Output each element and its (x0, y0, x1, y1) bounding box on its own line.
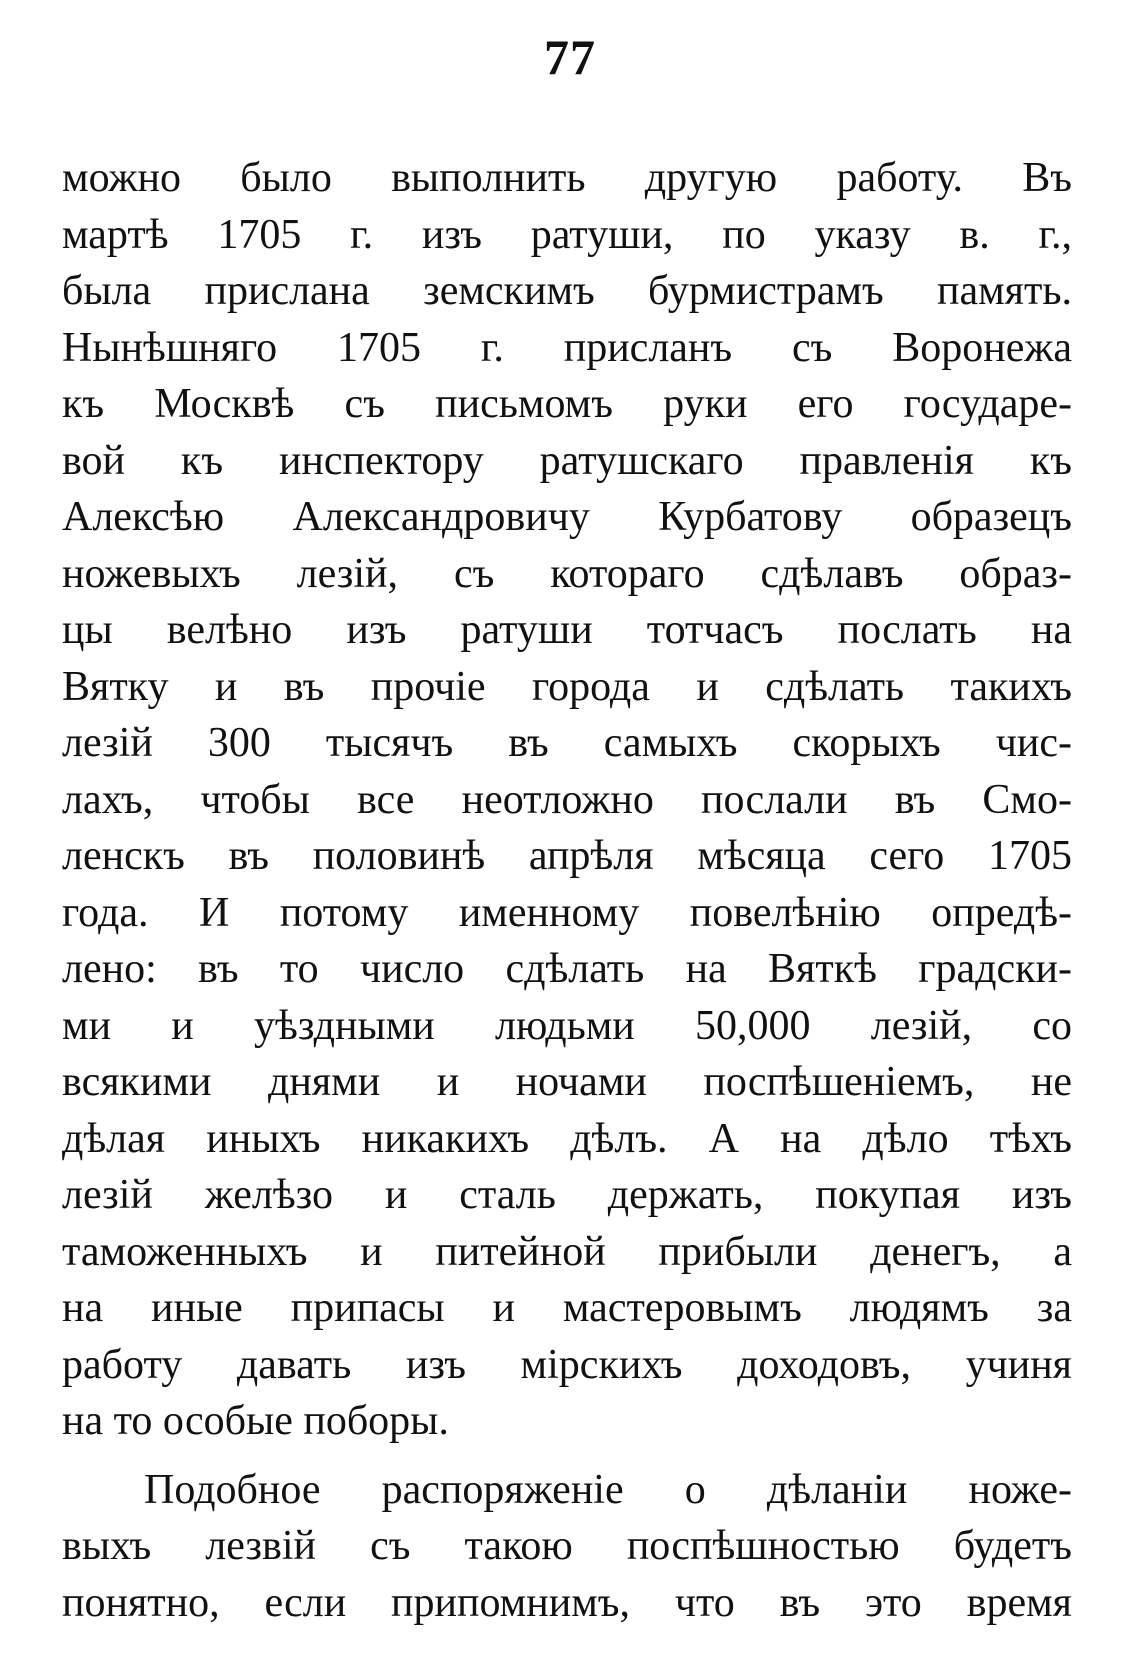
body-text (62, 150, 1072, 1631)
text-line: лезій 300 тысячъ въ самыхъ скорыхъ чис- (62, 720, 1072, 766)
text-line: лено: въ то число сдѣлать на Вяткѣ градски- (62, 946, 1072, 992)
text-line: ножевыхъ лезій, съ котораго сдѣлавъ образ- (62, 550, 1072, 597)
text-line: цы велѣно изъ ратуши тотчасъ послать на (62, 607, 1072, 653)
text-line: можно было выполнить другую работу. Въ (62, 155, 1072, 201)
text-line: Алексѣю Александровичу Курбатову образецъ (62, 494, 1072, 540)
text-line: дѣлая иныхъ никакихъ дѣлъ. А на дѣло тѣхъ (62, 1115, 1072, 1162)
text-line: года. И потому именному повелѣнію опредѣ- (62, 889, 1072, 936)
text-line: понятно, если припомнимъ, что въ это время (62, 1579, 1072, 1626)
text-line: ленскъ въ половинѣ апрѣля мѣсяца сего 1705 (62, 833, 1072, 879)
text-line: вой къ инспектору ратушскаго правленія къ (62, 437, 1072, 484)
text-line: лезій желѣзо и сталь держать, покупая изъ (62, 1172, 1072, 1218)
text-line: Подобное распоряженіе о дѣланіи ноже- (144, 1466, 1072, 1513)
paragraph-gap (62, 1450, 1072, 1462)
page-number: 77 (544, 29, 596, 85)
text-line: всякими днями и ночами поспѣшеніемъ, не (62, 1059, 1072, 1105)
text-line: ми и уѣздными людьми 50,000 лезій, со (62, 1002, 1072, 1049)
text-line: Нынѣшняго 1705 г. присланъ съ Воронежа (62, 324, 1072, 371)
text-line: Вятку и въ прочіе города и сдѣлать такихъ (62, 663, 1072, 710)
text-line: работу давать изъ мірскихъ доходовъ, учиня (62, 1341, 1072, 1388)
text-line: лахъ, чтобы все неотложно послали въ Смо- (62, 776, 1072, 823)
text-line: была прислана земскимъ бурмистрамъ память. (62, 268, 1072, 314)
paragraph-1 (62, 150, 1072, 1450)
text-line: къ Москвѣ съ письмомъ руки его государе- (62, 381, 1072, 427)
paragraph-2 (62, 1462, 1072, 1632)
text-line: мартѣ 1705 г. изъ ратуши, по указу в. г., (62, 211, 1072, 258)
text-line: на иные припасы и мастеровымъ людямъ за (62, 1285, 1072, 1331)
text-line: на то особые поборы. (62, 1398, 449, 1444)
text-line: таможенныхъ и питейной прибыли денегъ, а (62, 1228, 1072, 1275)
text-line: выхъ лезвій съ такою поспѣшностью будетъ (62, 1523, 1072, 1569)
